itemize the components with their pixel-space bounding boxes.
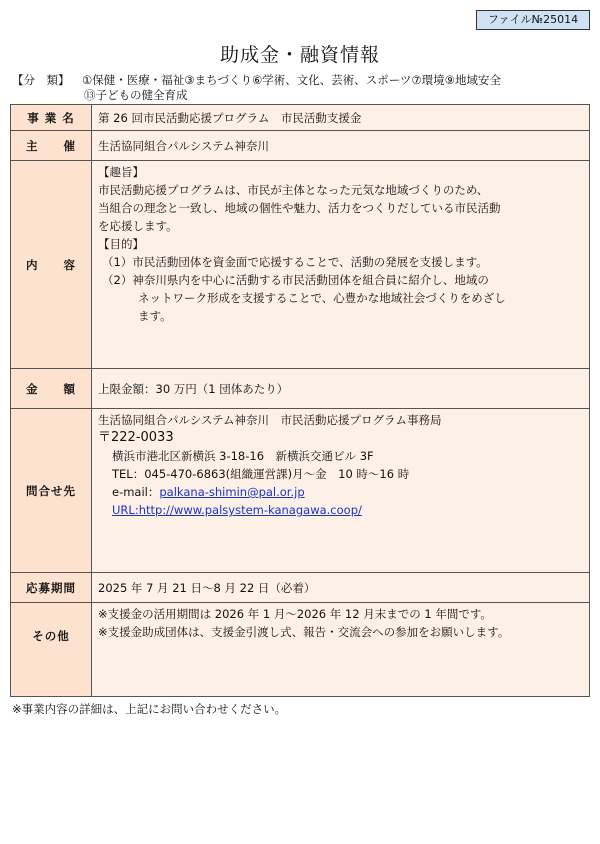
content-line: 【目的】 xyxy=(98,237,144,251)
page-title: 助成金・融資情報 xyxy=(219,44,380,66)
category-label: 【分 類】 xyxy=(12,73,70,87)
contact-label: 問合せ先 xyxy=(11,409,92,573)
project-label: 事 業 名 xyxy=(11,105,92,131)
project-value: 第 26 回市民活動応援プログラム 市民活動支援金 xyxy=(92,105,590,131)
contact-org: 生活協同組合パルシステム神奈川 市民活動応援プログラム事務局 xyxy=(98,413,442,427)
category-list xyxy=(82,73,587,103)
contact-value xyxy=(92,409,590,573)
other-line: ※支援金の活用期間は 2026 年 1 月～2026 年 12 月末までの 1 年間です。 xyxy=(98,607,492,621)
row-sponsor xyxy=(11,131,590,161)
content-line: ます。 xyxy=(138,309,172,323)
sponsor-value: 生活協同組合パルシステム神奈川 xyxy=(92,131,590,161)
row-content xyxy=(11,161,590,369)
email-label: e-mail： xyxy=(112,485,160,499)
content-line: ネットワーク形成を支援することで、心豊かな地域社会づくりをめざし xyxy=(138,291,506,305)
row-amount xyxy=(11,369,590,409)
other-line: ※支援金助成団体は、支援金引渡し式、報告・交流会への参加をお願いします。 xyxy=(98,625,510,639)
content-line: 市民活動応援プログラムは、市民が主体となった元気な地域づくりのため、 xyxy=(98,183,489,197)
content-line: （1）市民活動団体を資金面で応援することで、活動の発展を支援します。 xyxy=(102,255,488,269)
email-link[interactable]: palkana-shimin@pal.or.jp xyxy=(159,485,305,499)
content-line: 【趣旨】 xyxy=(98,165,144,179)
contact-email-line xyxy=(98,483,583,501)
content-line: を応援します。 xyxy=(98,219,178,233)
contact-tel: TEL：045-470-6863(組織運営課)月～金 10 時～16 時 xyxy=(112,467,410,481)
footnote: ※事業内容の詳細は、上記にお問い合わせください。 xyxy=(12,702,287,716)
row-project xyxy=(11,105,590,131)
content-label: 内 容 xyxy=(11,161,92,369)
website-link[interactable]: URL:http://www.palsystem-kanagawa.coop/ xyxy=(112,503,362,517)
info-table xyxy=(10,104,590,697)
row-period xyxy=(11,573,590,603)
other-label: その他 xyxy=(11,603,92,697)
contact-address: 横浜市港北区新横浜 3-18-16 新横浜交通ビル 3F xyxy=(112,449,374,463)
period-label: 応募期間 xyxy=(11,573,92,603)
amount-value: 上限金額：30 万円（1 団体あたり） xyxy=(92,369,590,409)
amount-label: 金 額 xyxy=(11,369,92,409)
contact-postal: 〒222-0033 xyxy=(98,430,174,445)
sponsor-label: 主 催 xyxy=(11,131,92,161)
other-value xyxy=(92,603,590,697)
category-line: ①保健・医療・福祉③まちづくり⑥学術、文化、芸術、スポーツ⑦環境⑨地域安全 xyxy=(82,73,501,87)
category-line: ⑬子どもの健全育成 xyxy=(84,88,188,102)
row-contact xyxy=(11,409,590,573)
row-other xyxy=(11,603,590,697)
period-value: 2025 年 7 月 21 日～8 月 22 日（必着） xyxy=(92,573,590,603)
content-line: （2）神奈川県内を中心に活動する市民活動団体を組合員に紹介し、地域の xyxy=(102,273,489,287)
file-number-badge: ファイル№25014 xyxy=(476,10,590,30)
content-value xyxy=(92,161,590,369)
content-line: 当組合の理念と一致し、地域の個性や魅力、活力をつくりだしている市民活動 xyxy=(98,201,501,215)
contact-url-line xyxy=(98,501,583,519)
